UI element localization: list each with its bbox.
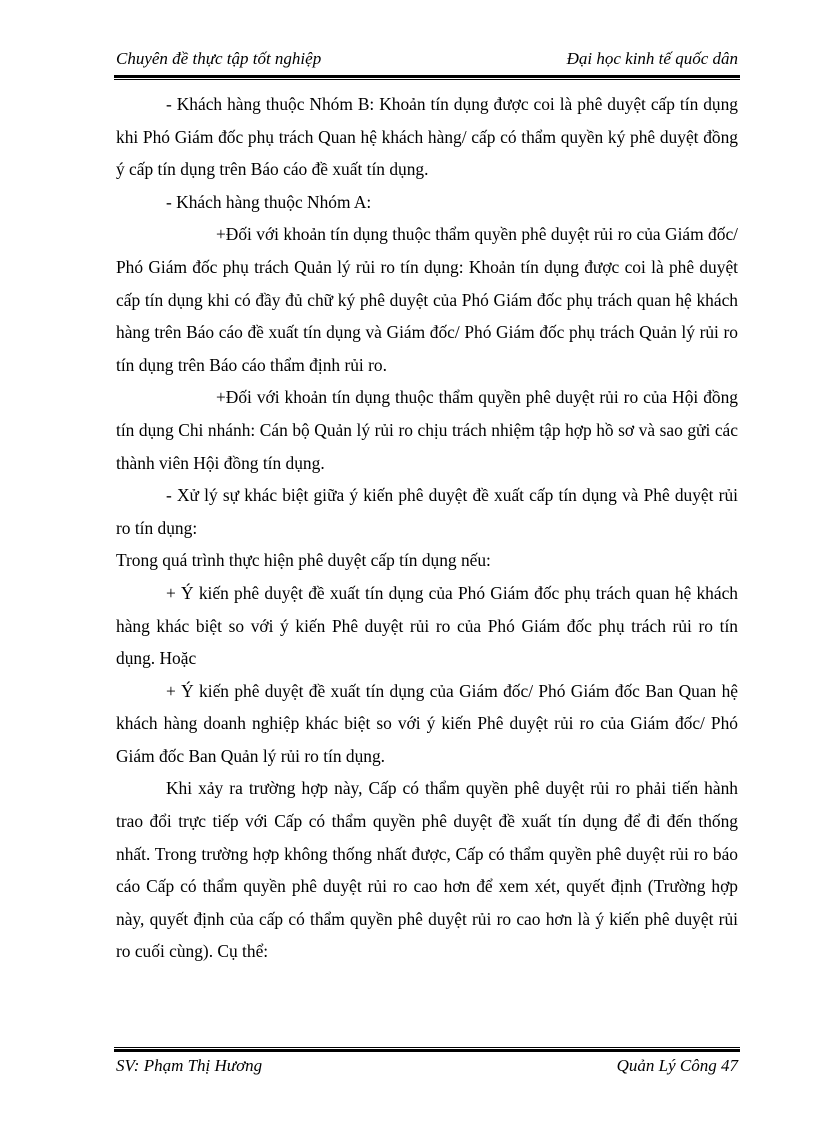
paragraph-case-1: + Ý kiến phê duyệt đề xuất tín dụng của Phó Giám đốc phụ trách quan hệ khách hàng khác biệt so với ý kiến Phê duyệt rủi ro của Phó Giám đốc phụ trách rủi ro tín dụng. Hoặc (116, 582, 738, 669)
paragraph-group-a-risk-director: +Đối với khoản tín dụng thuộc thẩm quyền phê duyệt rủi ro của Giám đốc/ Phó Giám đốc phụ trách Quản lý rủi ro tín dụng: Khoản tín dụng được coi là phê duyệt cấp tín dụng khi có đầy đủ chữ ký phê duyệt của Phó Giám đốc phụ trách quan hệ khách hàng trên Báo cáo đề xuất tín dụng và Giám đốc/ Phó Giám đốc phụ trách Quản lý rủi ro tín dụng trên Báo cáo thẩm định rủi ro. (116, 224, 738, 375)
footer-student-name: SV: Phạm Thị Hương (116, 1056, 263, 1075)
paragraph-process-intro: Trong quá trình thực hiện phê duyệt cấp tín dụng nếu: (116, 550, 491, 571)
header-university: Đại học kinh tế quốc dân (566, 49, 738, 68)
paragraph-group-b: - Khách hàng thuộc Nhóm B: Khoản tín dụng được coi là phê duyệt cấp tín dụng khi Phó Giám đốc phụ trách Quan hệ khách hàng/ cấp có thẩm quyền ký phê duyệt đồng ý cấp tín dụng trên Báo cáo đề xuất tín dụng. (116, 94, 738, 180)
header-divider (114, 75, 740, 80)
paragraph-group-a-heading: - Khách hàng thuộc Nhóm A: (166, 191, 372, 212)
page-header (116, 49, 738, 71)
page-footer (116, 1056, 738, 1078)
paragraph-case-2: + Ý kiến phê duyệt đề xuất tín dụng của Giám đốc/ Phó Giám đốc Ban Quan hệ khách hàng doanh nghiệp khác biệt so với ý kiến Phê duyệt rủi ro của Giám đốc/ Phó Giám đốc Ban Quản lý rủi ro tín dụng. (116, 680, 738, 766)
paragraph-difference-handling: - Xử lý sự khác biệt giữa ý kiến phê duyệt đề xuất cấp tín dụng và Phê duyệt rủi ro tín dụng: (116, 485, 738, 538)
paragraph-resolution: Khi xảy ra trường hợp này, Cấp có thẩm quyền phê duyệt rủi ro phải tiến hành trao đổi trực tiếp với Cấp có thẩm quyền phê duyệt đề xuất tín dụng để đi đến thống nhất. Trong trường hợp không thống nhất được, Cấp có thẩm quyền phê duyệt rủi ro báo cáo Cấp có thẩm quyền phê duyệt rủi ro cao hơn để xem xét, quyết định (Trường hợp này, quyết định của cấp có thẩm quyền phê duyệt rủi ro cao hơn là ý kiến phê duyệt rủi ro cuối cùng). Cụ thể: (116, 778, 738, 962)
paragraph-group-a-credit-council: +Đối với khoản tín dụng thuộc thẩm quyền phê duyệt rủi ro của Hội đồng tín dụng Chi nhánh: Cán bộ Quản lý rủi ro chịu trách nhiệm tập hợp hồ sơ và sao gửi các thành viên Hội đồng tín dụng. (116, 387, 738, 473)
footer-class: Quản Lý Công 47 (616, 1056, 738, 1075)
header-course-title: Chuyên đề thực tập tốt nghiệp (116, 49, 322, 68)
document-body (116, 88, 738, 968)
footer-divider (114, 1047, 740, 1052)
